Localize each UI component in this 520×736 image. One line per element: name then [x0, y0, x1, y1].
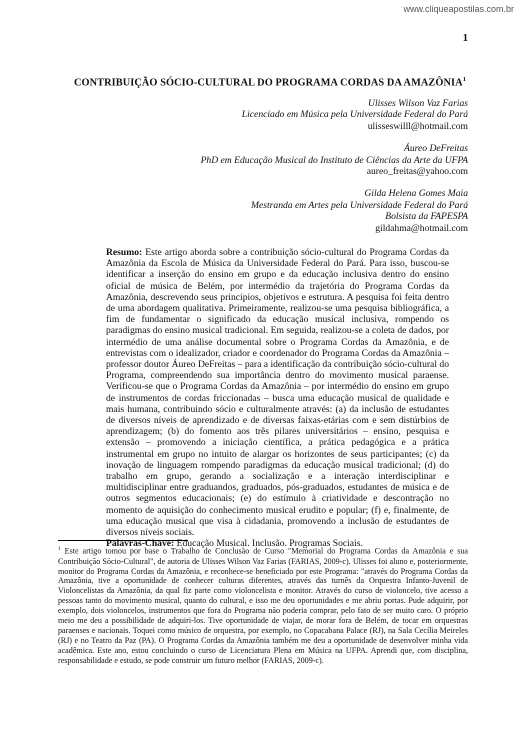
footnote-text: Este artigo tomou por base o Trabalho de Conclusão de Curso "Memorial do Programa Cordas da Amazônia e sua Contribuição Sócio-Cultural", de autoria de Ulisses Wilson Vaz Farias (FARIAS, 2009-c). Ulisses foi aluno e, posteriormente, monitor do Programa Cordas da Amazônia, e reconhece-se beneficiado por este Programa: "através do Programa Cordas da Amazônia, tive a oportunidade de conhecer culturas diferentes, através das turnês da Orquestra Infanto-Juvenil de Violoncelistas da Amazônia, da qual fiz parte como violoncelista e monitor. Através do curso de violoncelo, tive acesso a pessoas tanto do movimento musical, quanto do cultural, e isso me deu oportunidades e me abriu portas. Pude adquirir, por exemplo, dois violoncelos, instrumentos que fora do Programa não poderia comprar, pelo fato de ser muito caro. O próprio meio me deu a possibilidade de adquiri-los. Tive oportunidade de viajar, de morar fora de Belém, de tocar em orquestras paraenses e nacionais. Toquei como músico de orquestra, por exemplo, no Copacabana Palace (RJ), na Sala Cecília Meireles (RJ) e no Teatro da Paz (PA). O Programa Cordas da Amazônia também me deu a oportunidade de desenvolver minha vida acadêmica. Este ano, estou concluindo o curso de Licenciatura Plena em Música na UFPA. Aprendi que, com disciplina, responsabilidade e estudo, se pode construir um futuro melhor (FARIAS, 2009-c). — [58, 546, 468, 665]
author-block — [88, 188, 468, 234]
title-footnote-mark: 1 — [462, 76, 467, 83]
author-affiliation: Mestranda em Artes pela Universidade Federal do Pará — [251, 199, 468, 211]
abstract-text: Este artigo aborda sobre a contribuição sócio-cultural do Programa Cordas da Amazônia da Escola de Música da Universidade Federal do Pará. Para isso, buscou-se identificar a inserção do ensino em grupo e da educação inclusiva dentro do ensino oficial de música de Belém, por intermédio da trajetória do Programa Cordas da Amazônia, descrevendo seus princípios, objetivos e estrutura. A pesquisa foi feita dentro de uma abordagem qualitativa. Primeiramente, realizou-se uma pesquisa bibliográfica, a fim de fundamentar o significado da educação musical inclusiva, rompendo os paradigmas do ensino musical tradicional. Em seguida, realizou-se a coleta de dados, por intermédio de uma análise documental sobre o Programa Cordas da Amazônia, e de entrevistas com o idealizador, criador e coordenador do Programa Cordas da Amazônia – professor doutor Áureo DeFreitas – para a identificação da contribuição sócio-cultural do Programa, compreendendo sua importância dentro do movimento musical paraense. Verificou-se que o Programa Cordas da Amazônia – por intermédio do ensino em grupo de instrumentos de cordas friccionadas – busca uma educação musical de qualidade e mais humana, contribuindo sócio e culturalmente através: (a) da inclusão de estudantes de diversos níveis de aprendizado e de diversas faixas-etárias com e sem distúrbios de aprendizagem; (b) do fomento aos três pilares universitários – ensino, pesquisa e extensão – promovendo a iniciação científica, a prática pedagógica e a prática instrumental em grupo no intuito de alargar os horizontes de seus participantes; (c) da inovação de linguagem rompendo paradigmas da educação musical tradicional; (d) do trabalho em grupo, gerando a socialização e a interação interdisciplinar e multidisciplinar entre graduandos, graduados, pós-graduados, estudantes de música e de outros segmentos educacionais; (e) do estímulo à criatividade e descontração no momento de aquisição do conhecimento musical erudito e popular; (f) e, finalmente, de uma educação musical que visa à cidadania, promovendo a inclusão de estudantes de diversos níveis sociais. — [106, 247, 450, 539]
author-name: Áureo DeFreitas — [403, 143, 468, 155]
abstract-body — [106, 247, 449, 538]
author-funding: Bolsista da FAPESPA — [385, 211, 468, 223]
page-number: 1 — [462, 33, 468, 44]
keywords-text: Educação Musical. Inclusão. Programas Sociais. — [176, 538, 363, 550]
keywords-label: Palavras-Chave: — [106, 538, 175, 550]
footnote — [58, 545, 468, 666]
author-email[interactable]: gildahma@hotmail.com — [375, 222, 468, 234]
paper-title-text: CONTRIBUIÇÃO SÓCIO-CULTURAL DO PROGRAMA CORDAS DA AMAZÔNIA — [73, 77, 463, 89]
author-email[interactable]: ulisseswilll@hotmail.com — [367, 120, 468, 132]
author-block — [88, 98, 468, 132]
author-name: Gilda Helena Gomes Maia — [364, 188, 468, 200]
abstract-label: Resumo: — [106, 247, 143, 258]
footnote-mark: 1 — [58, 546, 61, 552]
author-email[interactable]: aureo_freitas@yahoo.com — [366, 166, 468, 178]
author-name: Ulisses Wilson Vaz Farias — [368, 98, 468, 109]
author-affiliation: Licenciado em Música pela Universidade Federal do Pará — [241, 109, 468, 121]
watermark-url: www.cliqueapostilas.com.br — [403, 4, 514, 14]
author-affiliation: PhD em Educação Musical do Instituto de Ciências da Arte da UFPA — [200, 154, 468, 166]
paper-title — [60, 76, 480, 88]
footnote-divider — [58, 540, 188, 541]
author-block — [88, 143, 468, 177]
author-list — [88, 98, 468, 245]
abstract — [106, 247, 449, 549]
